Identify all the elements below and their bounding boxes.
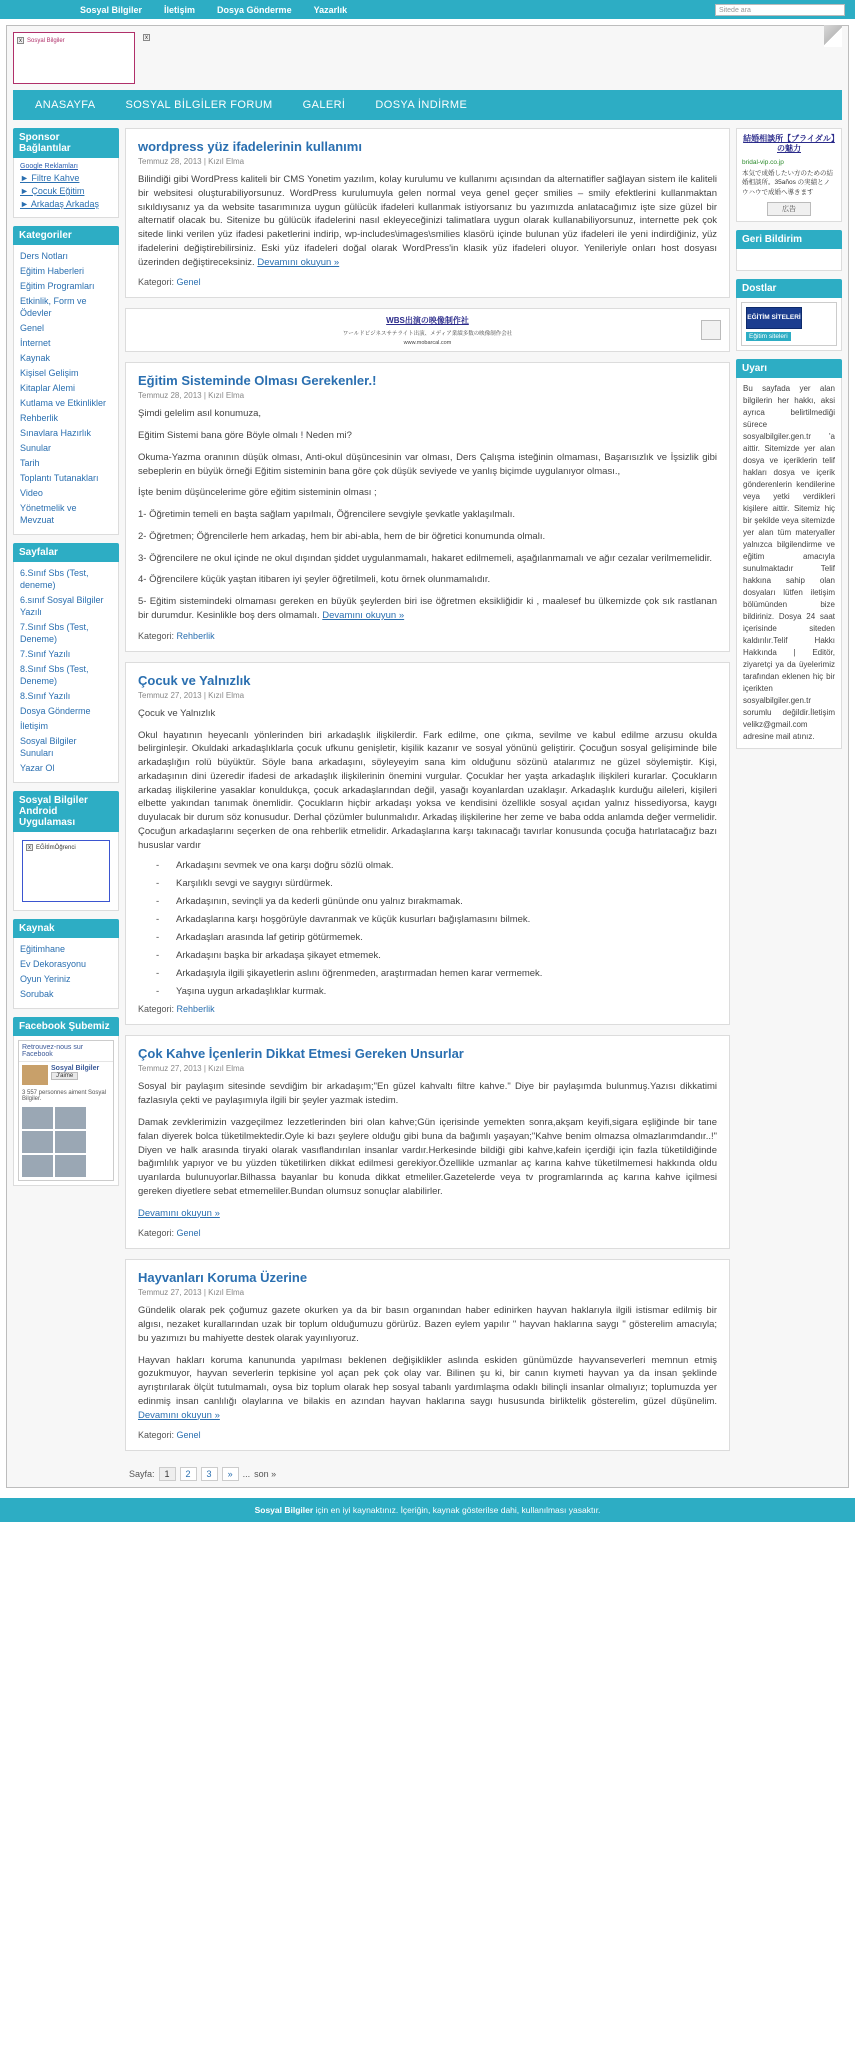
footer-brand[interactable]: Sosyal Bilgiler [254,1505,314,1516]
page-link-9[interactable]: Sosyal Bilgiler Sunuları [20,736,77,758]
content-frame [6,25,849,1488]
dash-icon: - [156,878,160,890]
post-article [125,1259,730,1451]
ad-label-text: Sosyal Bilgiler [27,37,65,44]
category-link-5[interactable]: Genel [20,323,45,333]
post-meta: Temmuz 27, 2013 | Kızıl Elma [138,690,245,700]
category-link-2[interactable]: Eğitim Haberleri [20,266,85,276]
widget-kaynak [13,938,119,1009]
category-link-17[interactable]: Yönetmelik ve Mevzuat [20,503,77,525]
top-menu [80,5,347,15]
list-item [156,932,717,943]
facebook-page-avatar [22,1065,48,1085]
widget-title-geri-bildirim: Geri Bildirim [736,230,842,249]
list-item [20,427,112,439]
list-item [20,720,112,732]
pagination-ellipsis: ... [242,1469,251,1480]
bullet-text: Arkadaşını sevmek ve ona karşı doğru sözlü olmak. [176,860,394,872]
widget-title-sayfalar: Sayfalar [13,543,119,562]
post-paragraph: 2- Öğretmen; Öğrencilerle hem arkadaş, hem bir abi-abla, hem de bir öğretici konumunda olmalı. [138,530,546,542]
android-app-label [23,841,109,854]
list-item [156,860,717,871]
category-link-12[interactable]: Sınavlara Hazırlık [20,428,92,438]
post-article [125,128,730,298]
top-menu-item-4[interactable]: Yazarlık [313,4,348,15]
bullet-text: Yaşına uygun arkadaşlıklar kurmak. [176,986,327,998]
right-ad-button[interactable]: 広告 [767,202,811,216]
list-item [20,648,112,660]
pagination-page-1[interactable]: 1 [159,1467,176,1481]
page-curl-icon [824,25,842,47]
android-app-banner[interactable] [22,840,110,902]
post-category [138,1430,717,1440]
category-link-11[interactable]: Rehberlik [20,413,59,423]
kaynak-link-1[interactable]: Eğitimhane [20,944,66,954]
post-category-link[interactable]: Rehberlik [176,630,215,641]
inline-ad-title[interactable]: WBS出演の映像制作社 [386,315,469,325]
main-nav [13,90,842,120]
list-item [20,943,112,955]
widget-sayfalar [13,562,119,783]
read-more-link[interactable]: Devamını okuyun » [138,1409,220,1421]
bullet-text: Arkadaşlarına karşı hoşgörüyle davranmak ve küçük kusurları bağışlamasını bilmek. [176,914,531,926]
post-paragraph: Çocuk ve Yalnızlık [138,707,216,719]
post-paragraph: Okul hayatının heyecanlı yönlerinden biri arkadaşlık ilişkilerdir. Fark edilme, one çıkma, sevilme ve kabul edilme arzusu okulda belirginleşir. Okuldaki arkadaşlıklarla çocuk ufkunu genişletir, kişilik kazanır ve sosyal yönünü geliştirir. Çocuğun sosyal gelişiminde bile arkadaşlığın rolü büyüktür. Söyle bana arkadaşını, söyleyeyim sana kim olduğunu sözünü atalarımız ne güzel söylemiştir. Kişi, arkadaşının dini üzeredir ifadesi de arkadaşlık ilişkilerinin önemini vurgular. Çocuklar her yaşta arkadaşlık ilişkileri kurarlar. Çocukların arkadaş ilişkilerine yasaklar konuldukça, çocuk arkadaşlarından değil, yasağı koyanlardan uzaklaşır. Arkadaşlık kurduğu aileleri, kişileri elbette yakından tanımak önemlidir. Çocukların hiçbir arkadaşı yoksa ve kendisini özellikle sosyal açıdan yalnız hissediyorsa, kaygı duyulacak bir durum söz konusudur. Derhal çözümler bulunmalıdır. Arkadaş ilişkilerine her zeme ve baba odda anlamda değer vermelidir. Çocuğun arkadaşlarını seçerken de ona rehberlik etmelidir. Arkadaşlarına karşı takınacağı tavırlar konusunda çocuğa hatırlatacağız bazı hususlar vardır [138,729,717,851]
egitim-siteleri-caption[interactable]: Eğitim siteleri [746,332,791,341]
footer-text: için en iyi kaynaktınız. İçeriğin, kaynak gösterilse dahi, kullanılması yasaktır. [313,1505,601,1516]
dash-icon: - [156,950,160,962]
post-category-link[interactable]: Rehberlik [176,1004,215,1015]
pagination-next[interactable]: » [222,1467,239,1481]
list-item [20,280,112,292]
bullet-text: Arkadaşları arasında laf getirip götürmemek. [176,932,363,944]
category-link-16[interactable]: Video [20,488,43,498]
nav-item-forum[interactable]: SOSYAL BİLGİLER FORUM [125,99,273,111]
post-paragraph: 1- Öğretimin temeli en başta sağlam yapılmalı, Öğrencilere sevgiyle şevkatle yaklaşılmalı. [138,509,515,521]
post-paragraph: Sosyal bir paylaşım sitesinde sevdiğim bir arkadaşım;"En güzel kahvaltı filtre kahve." Diye bir paylaşımda bulunmuş.Yazısı dikkatimi fazlasıyla çekti ve paylaşımıyla ilgili bir şeyler yazmak istedim. [138,1081,717,1107]
post-paragraph [138,1207,717,1221]
egitim-siteleri-banner[interactable]: EĞİTİM SİTELERİ [746,307,802,329]
list-item [20,322,112,334]
bullet-text: Arkadaşının, sevinçli ya da kederli gününde onu yalnız bırakmamak. [176,896,463,908]
post-meta: Temmuz 28, 2013 | Kızıl Elma [138,391,245,401]
widget-android [13,832,119,911]
page-link-1[interactable]: 6.Sınıf Sbs (Test, deneme) [20,568,89,590]
search-input[interactable]: Sitede ara [715,4,845,16]
post-paragraph: İşte benim düşüncelerime göre eğitim sisteminin olması ; [138,487,377,499]
list-item [156,986,717,997]
post-meta: Temmuz 27, 2013 | Kızıl Elma [138,1288,245,1298]
avatar[interactable] [22,1131,53,1153]
widget-title-kategoriler: Kategoriler [13,226,119,245]
post-category [138,1228,717,1238]
list-item [20,663,112,687]
ad-box-left-label [14,33,134,48]
top-bar [0,0,855,19]
read-more-link[interactable]: Devamını okuyun » [322,610,405,622]
category-link-6[interactable]: İnternet [20,338,51,348]
post-title[interactable]: Çok Kahve İçenlerin Dikkat Etmesi Gereken Unsurlar [138,1046,464,1062]
kaynak-list [20,943,112,1000]
list-item [20,487,112,499]
sidebar-right [736,128,842,757]
ad-box-left[interactable] [13,32,135,84]
nav-item-galeri[interactable]: GALERİ [302,99,346,111]
friend-link-box[interactable] [741,302,837,346]
avatar[interactable] [22,1155,53,1177]
sponsor-link-2[interactable]: ► Çocuk Eğitim [20,186,85,196]
category-link-8[interactable]: Kişisel Gelişim [20,368,79,378]
facebook-page-name[interactable]: Sosyal Bilgiler [51,1065,100,1072]
post-text: Bilindiği gibi WordPress kaliteli bir CMS Yonetim yazılım, kolay kurulumu ve kullanımı açısından da alternatifler sağlayan sistem ile kaliteli bir websitesi oluşturabiliyorsunuz. WordPress kurulumuyla gelen normal veya genel geçer smilies – smily efektlerini kullanmaktan sıkıldıysanız ya da website tasarımınıza uygun gülücük ifadeleri kullanmak istiyorsanız bu yazımızda anlatacağımız işte size güzel bir alternatif olacak bu. Sitenize bu gülücük ifadelerini nasıl ekleyeceğinizi talimatlara uygun olarak kullanabiliyorsunuz, internette pek çok sitede linki verilen yüz ifadesi paketlerini indirip, wp-includes\images\smilies klasörü içinde bulunan yüz ifadeleri ile yeni indirdiğiniz, yüz ifadelerini değiştirebilirsiniz. Eski yüz ifadeleri doğal olarak WordPress'in klasik yüz ifadeleri oluyor. Yenileriyle onları host dosyası üzerinden değiştireceksiniz. [138,174,717,268]
avatar[interactable] [55,1155,86,1177]
nav-item-dosya-indirme[interactable]: DOSYA İNDİRME [375,99,468,111]
page-link-5[interactable]: 8.Sınıf Sbs (Test, Deneme) [20,664,89,686]
post-meta: Temmuz 28, 2013 | Kızıl Elma [138,157,245,166]
pagination-last[interactable]: son » [254,1469,277,1480]
ad-box-right[interactable] [141,32,842,84]
list-item [20,594,112,618]
list-item [20,472,112,484]
post-article [125,662,730,1026]
close-icon[interactable]: x [28,845,31,851]
post-title[interactable]: Eğitim Sisteminde Olması Gerekenler.! [138,373,377,389]
list-item [20,973,112,985]
category-link-9[interactable]: Kitaplar Alemi [20,383,76,393]
widget-dostlar [736,298,842,351]
post-category-label: Kategori: [138,1228,175,1239]
right-ad-body: 本気で成婚したい方のための結婚相談所。35años の実績とノウハウで成婚へ導きます [742,169,833,196]
list-item [20,295,112,319]
post-text: 5- Eğitim sistemindeki olmaması gereken en büyük şeylerden biri ise öğretmen eksikliğidir ki , maalesef bu ülkemizde çok sık rastlanan bir durumdur. Kesinlikle boş ders olmamalı. [138,596,717,622]
list-item [20,412,112,424]
sponsor-link-3[interactable]: ► Arkadaş Arkadaş [20,199,99,209]
post-paragraph: Eğitim Sistemi bana göre Böyle olmalı ! Neden mi? [138,430,352,442]
list-item [20,173,112,183]
post-category-label: Kategori: [138,1430,175,1441]
facebook-page-row [19,1062,113,1088]
list-item [20,705,112,717]
list-item [20,735,112,759]
post-category [138,1004,717,1014]
post-paragraph: Damak zevklerimizin vazgeçilmez lezzetlerinden biri olan kahve;Gün içerisinde yemekten sonra,akşam keyifi,sigara eşliğinde bir tane falan diyerek bolca tüketilmektedir.Oyle ki bazı şeylere olduğu gibi buna da bağımlı yaşayan;"Kahve benim olmazsa olmazlarımdandır..!" Diyen ve halk arasında tiryaki olarak vasıflandırılan insanlar vardır.Herkesinde bildiği gibi kahve,kafein içerdiği için fazla tüketildiğinde bağımlılık yapıyor ve bu yüzden tüketilirken dikkat edilmesi gerekiyor.Özellikle uzmanlar aç karına kahve tüketilmemesi hakkında oldu uyarılarda bulunuyorlar.Bilhassa bayanlar bu konuda dikkat etmeliler.Gazetelerde veya tv programlarında aç karına kahve içilmesi gereken diyetlere sebat etmemeliler.Bundan olumsuz sonuçlar alabilirler. [138,1116,717,1197]
bullet-text: Karşılıklı sevgi ve saygıyı sürdürmek. [176,878,333,890]
page-link-3[interactable]: 7.Sınıf Sbs (Test, Deneme) [20,622,89,644]
facebook-like-count: 3 557 personnes aiment Sosyal Bilgiler. [22,1090,107,1102]
widget-sponsor [13,158,119,218]
dash-icon: - [156,896,160,908]
category-link-13[interactable]: Sunular [20,443,52,453]
page-link-10[interactable]: Yazar Ol [20,763,55,773]
post-paragraph [138,173,717,269]
nav-item-anasayfa[interactable]: ANASAYFA [35,99,96,111]
post-category-label: Kategori: [138,630,175,641]
list-item [20,337,112,349]
widget-kategoriler [13,245,119,535]
category-link-14[interactable]: Tarih [20,458,40,468]
widget-title-android: Sosyal Bilgiler Android Uygulaması [13,791,119,832]
bullet-text: Arkadaşını başka bir arkadaşa şikayet etmemek. [176,950,381,962]
list-item [156,914,717,925]
post-category [138,277,717,287]
pagination [125,1461,730,1481]
post-article [125,1035,730,1249]
facebook-heading: Retrouvez-nous sur Facebook [19,1041,113,1062]
pagination-label: Sayfa: [129,1469,155,1480]
list-item [20,457,112,469]
list-item [20,250,112,262]
sidebar-left [13,128,119,1194]
list-item [20,690,112,702]
list-item [20,958,112,970]
post-paragraph [138,595,717,623]
close-icon[interactable]: x [145,35,148,41]
right-ad-title[interactable]: 結婚相談所【ブライダル】の魅力 [743,134,835,154]
list-item [20,567,112,591]
kaynak-link-3[interactable]: Oyun Yeriniz [20,974,71,984]
list-item [20,397,112,409]
read-more-link[interactable]: Devamını okuyun » [257,256,340,268]
list-item [20,442,112,454]
inline-ad-line2: www.mobarcal.com [403,339,452,346]
category-link-1[interactable]: Ders Notları [20,251,69,261]
list-item [20,352,112,364]
post-category-label: Kategori: [138,1004,175,1015]
list-item [156,878,717,889]
close-icon[interactable]: x [19,38,22,44]
dash-icon: - [156,968,160,980]
widget-title-sponsor: Sponsor Bağlantılar [13,128,119,158]
post-meta: Temmuz 27, 2013 | Kızıl Elma [138,1064,245,1074]
top-menu-item-2[interactable]: İletişim [164,4,196,15]
list-item [20,199,112,209]
dash-icon: - [156,932,160,944]
widget-title-uyari: Uyarı [736,359,842,378]
page-link-7[interactable]: Dosya Gönderme [20,706,91,716]
post-category-link[interactable]: Genel [176,277,201,288]
widget-geri-bildirim [736,249,842,271]
list-item [156,896,717,907]
kaynak-link-4[interactable]: Sorubak [20,989,54,999]
post-title[interactable]: Çocuk ve Yalnızlık [138,672,251,688]
post-paragraph: Şimdi gelelim asıl konumuza, [138,408,262,420]
post-title[interactable]: Hayvanları Koruma Üzerine [138,1270,308,1286]
post-category-link[interactable]: Genel [176,1430,201,1441]
list-item [156,968,717,979]
avatar[interactable] [55,1107,86,1129]
pages-list [20,567,112,774]
post-category-label: Kategori: [138,277,175,288]
post-category [138,631,717,641]
widget-title-facebook: Facebook Şubemiz [13,1017,119,1036]
bullet-text: Arkadaşıyla ilgili şikayetlerin aslını öğrenmeden, araştırmadan hemen karar vermemek. [176,968,543,980]
post-paragraph: 3- Öğrencilere ne okul içinde ne okul dışından şiddet uygulanmamalı, hakaret edilmemeli, aşağılanmamalı ve ağır cezalar verilmemelidir. [138,552,712,564]
footer [0,1498,855,1522]
page-link-2[interactable]: 6.sınıf Sosyal Bilgiler Yazılı [20,595,104,617]
pagination-page-3[interactable]: 3 [201,1467,218,1481]
list-item [20,382,112,394]
avatar[interactable] [55,1131,86,1153]
category-link-4[interactable]: Etkinlik, Form ve Ödevler [20,296,87,318]
post-paragraph [138,1354,717,1423]
page-link-8[interactable]: İletişim [20,721,49,731]
uyari-text: Bu sayfada yer alan bilgilerin her hakkı, aksi ayrıca belirtilmediği sürece sosyalbilgiler.gen.tr 'a aittir. Sitemizde yer alan dosya ve içeriklerin telif hakları dosya ve içerik gönderenlerin kendilerine veya yetki verdikleri kişilere aittir. Sitemiz hiç bir şekilde veya sitemizde yer alan tüm materyaller yalnızca bilgilendirme ve eğitim amacıyla sunulmaktadır Telif hakkına sahip olan dosyaları lütfen iletişim bölümünden bize bildiriniz. Dosya 24 saat içerisinde siteden kaldırılır.Telif Hakkı Hakkında | Editör, ziyaretçi ya da üyelerimiz tarafından eklenen hiç bir içerikten sosyalbilgiler.gen.tr sorumlu değildir.İletişim velikz@gmail.com adresine mail atınız. [743,384,835,742]
avatar[interactable] [22,1107,53,1129]
list-item [20,502,112,526]
body-columns [13,128,842,1481]
inline-ad-line1: ワールドビジネスサテライト出演、メディア業績多数の映像制作会社 [342,330,513,337]
pagination-page-2[interactable]: 2 [180,1467,197,1481]
list-item [20,186,112,196]
right-ad-url: bridal-vip.co.jp [742,158,784,166]
image-placeholder-icon [701,320,721,340]
sponsor-link-list [20,173,112,209]
list-item [20,621,112,645]
post-category-link[interactable]: Genel [176,1228,201,1239]
page-link-6[interactable]: 8.Sınıf Yazılı [20,691,71,701]
inline-ad-banner[interactable] [125,308,730,352]
list-item [20,265,112,277]
post-article [125,362,730,651]
android-app-text: EĞİtİmÖğrenci [36,844,76,851]
list-item [156,950,717,961]
google-ads-label[interactable]: Google Reklamları [20,163,78,170]
widget-title-kaynak: Kaynak [13,919,119,938]
widget-facebook [13,1036,119,1186]
top-menu-item-3[interactable]: Dosya Gönderme [217,4,292,15]
right-ad-block[interactable] [736,128,842,222]
category-link-15[interactable]: Toplantı Tutanakları [20,473,99,483]
category-link-3[interactable]: Eğitim Programları [20,281,95,291]
dash-icon: - [156,986,160,998]
widget-uyari [736,378,842,749]
post-text: Hayvan hakları koruma kanununda yapılması beklenen değişiklikler aslında eskiden günümüzde hayvanseverleri memnun etmiş gozukmuyor, hayvan severlerin tepkisine yol açan pek çok olay var. Bilinen şu ki, bir canın kıymeti hayvan ya da insan şeklinde ayrıştırılarak ölçüt tutulmamalı, oysa biz toplum olarak hep sosyal tabanlı yardımlaşma odaklı bilinçli insanlar olmalıyız; toplumuzda yer edinmiş insan canlılığı olaylarına ve bilakis en azından hayvan haklarına saygı hususunda birliktelik gösterelim, güzel düşünelim. [138,1354,717,1407]
facebook-like-button[interactable]: J'aime [51,1072,78,1080]
top-menu-item-1[interactable]: Sosyal Bilgiler [80,4,143,15]
top-ad-row [13,32,842,84]
category-link-10[interactable]: Kutlama ve Etkinlikler [20,398,107,408]
sponsor-link-1[interactable]: ► Filtre Kahve [20,173,80,183]
main-content [125,128,730,1481]
post-paragraph: 4- Öğrencilere küçük yaştan itibaren iyi şeyler öğretilmeli, kotu örnek olunmamalıdır. [138,574,491,586]
facebook-widget [18,1040,114,1181]
dash-icon: - [156,914,160,926]
post-title[interactable]: wordpress yüz ifadelerinin kullanımı [138,139,362,154]
page-link-4[interactable]: 7.Sınıf Yazılı [20,649,71,659]
read-more-link[interactable]: Devamını okuyun » [138,1207,220,1219]
list-item [20,367,112,379]
facebook-friend-grid [19,1104,113,1180]
widget-title-dostlar: Dostlar [736,279,842,298]
dash-icon: - [156,860,160,872]
category-list [20,250,112,526]
list-item [20,988,112,1000]
post-paragraph: Okuma-Yazma oranının düşük olması, Anti-okul düşüncesinin var olması, Ders Çalışma isteğinin olmaması, Başarısızlık ve İşsizlik gibi sebeplerin en büyük örneği Eğitim sisteminin bana göre çok düşük seviyede ve yanlış biçimde uygulanıyor olması., [138,451,717,477]
list-item [20,762,112,774]
category-link-7[interactable]: Kaynak [20,353,51,363]
kaynak-link-2[interactable]: Ev Dekorasyonu [20,959,87,969]
post-paragraph: Gündelik olarak pek çoğumuz gazete okurken ya da bir basın organından haber edinirken hayvan haklarıyla ilgili istismar edilmiş bir algısı, nezaket kurallarından uzak bir toplum olduğumuzu görürüz. Bazen eylem yapılır " hayvan haklarına saygı " gösterelim amacıyla; bu yazımızı bu mahiyette destek olarak yayınlıyoruz. [138,1305,717,1344]
